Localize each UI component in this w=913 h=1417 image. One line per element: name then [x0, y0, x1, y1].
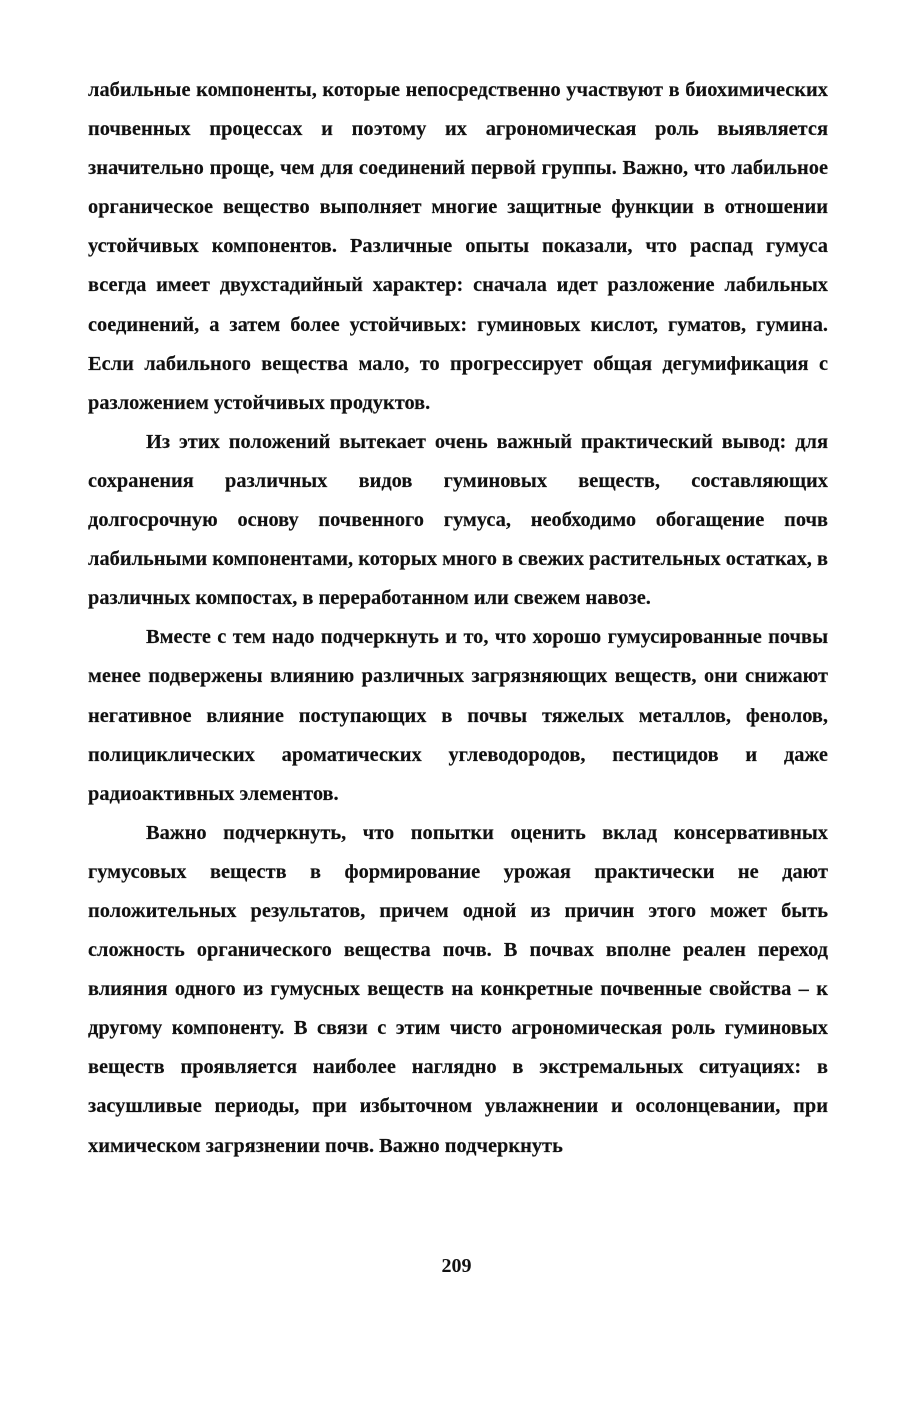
paragraph-3: Вместе с тем надо подчеркнуть и то, что хорошо гумусированные почвы менее подвержены влиянию различных загрязняющих веществ, они снижают негативное влияние поступающих в почвы тяжелых металлов, фенолов, полициклических ароматических углеводородов, пестицидов и даже радиоактивных элементов.	[88, 626, 828, 805]
paragraph-2: Из этих положений вытекает очень важный практический вывод: для сохранения различных видов гуминовых веществ, составляющих долгосрочную основу почвенного гумуса, необходимо обогащение почв лабильными компонентами, которых много в свежих растительных остатках, в различных компостах, в переработанном или свежем навозе.	[88, 430, 828, 610]
page-number: 209	[441, 1255, 472, 1277]
paragraph-4: Важно подчеркнуть, что попытки оценить вклад консервативных гумусовых веществ в формирование урожая практически не дают положительных результатов, причем одной из причин этого может быть сложность органического вещества почв. В почвах вполне реален переход влияния одного из гумусных веществ на конкретные почвенные свойства – к другому компоненту. В связи с этим чисто агрономическая роль гуминовых веществ проявляется наиболее наглядно в экстремальных ситуациях: в засушливые периоды, при избыточном увлажнении и осолонцевании, при химическом загрязнении почв. Важно подчеркнуть	[88, 821, 828, 1157]
body-text	[88, 71, 828, 1166]
paragraph-1: лабильные компоненты, которые непосредственно участвуют в биохимических почвенных процессах и поэтому их агрономическая роль выявляется значительно проще, чем для соединений первой группы. Важно, что лабильное органическое вещество выполняет многие защитные функции в отношении устойчивых компонентов. Различные опыты показали, что распад гумуса всегда имеет двухстадийный характер: сначала идет разложение лабильных соединений, а затем более устойчивых: гуминовых кислот, гуматов, гумина. Если лабильного вещества мало, то прогрессирует общая дегумификация с разложением устойчивых продуктов.	[88, 79, 828, 414]
